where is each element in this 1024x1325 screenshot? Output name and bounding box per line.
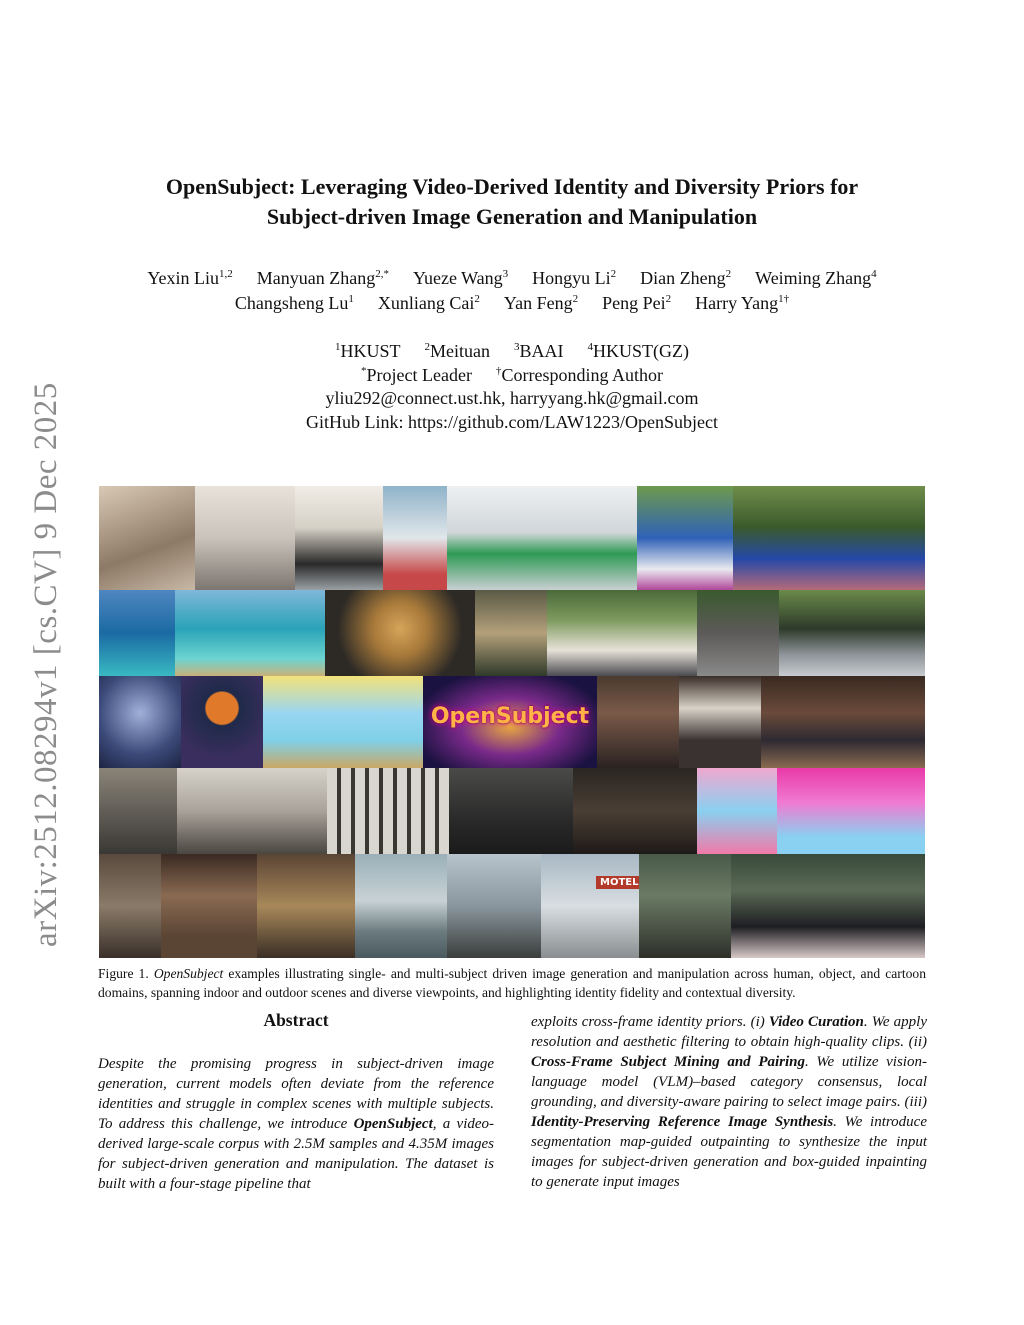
opensubject-logo-text: OpenSubject [430,704,590,729]
photo-tile [161,854,257,958]
abstract-heading: Abstract [263,1010,329,1030]
title-line-1: OpenSubject: Leveraging Video-Derived Identity and Diversity Priors for [165,174,859,199]
photo-tile [597,676,679,768]
affiliation: $^2$Meituan [424,341,490,361]
photo-tile [355,854,447,958]
abstract-left-column [98,1054,494,1194]
author-row-1 [90,266,934,291]
motel-sign-text: MOTEL [596,876,639,889]
photo-tile [423,676,597,768]
abstract-text: , a video-derived large-scale corpus with 2.5M samples and 4.35M images for subject-driven generation and manipulation. The dataset is built with a four-stage pipeline that [98,1116,495,1192]
affiliation: $^1$HKUST [334,341,401,361]
author: Manyuan Zhang$^{2,*}$ [256,268,389,288]
photo-tile [263,676,423,768]
paper-title [100,172,924,232]
affiliation: $^4$HKUST(GZ) [587,341,689,361]
title-line-2: Subject-driven Image Generation and Manipulation [266,204,758,229]
caption-label: Figure 1. [98,966,149,981]
photo-tile [447,854,541,958]
photo-tile [637,486,733,590]
author: Xunliang Cai$^2$ [377,293,480,313]
author: Peng Pei$^2$ [602,293,672,313]
photo-tile [99,854,161,958]
figure-image-mosaic [99,486,925,958]
photo-tile [177,768,327,854]
caption-emphasis: OpenSubject [153,966,224,981]
photo-tile [327,768,449,854]
photo-tile [257,854,355,958]
photo-tile [99,590,175,676]
photo-tile [449,768,573,854]
github-link[interactable]: GitHub Link: https://github.com/LAW1223/OpenSubject [305,411,719,432]
role-note: *Project Leader [361,364,472,385]
figure-caption [98,964,926,1002]
abstract-text: . We introduce segmentation map-guided outpainting to synthesize the input images for subject-driven generation and box-guided inpainting to generate input images [531,1114,927,1190]
author-list [90,266,934,316]
photo-tile [99,486,195,590]
photo-tile [99,676,181,768]
photo-tile [547,590,697,676]
abstract-bold-term: Identity-Preserving Reference Image Synthesis [531,1114,834,1130]
affiliations [100,340,924,434]
photo-tile [383,486,447,590]
photo-tile [777,768,925,854]
photo-tile [697,590,779,676]
photo-tile [195,486,295,590]
author: Dian Zheng$^2$ [640,268,732,288]
photo-tile [679,676,761,768]
abstract-text: exploits cross-frame identity priors. (i) [531,1014,765,1030]
caption-text: examples illustrating single- and multi-subject driven image generation and manipulation across human, object, and cartoon domains, spanning indoor and outdoor scenes and diverse viewpoints, and highlighting identity fidelity and contextual diversity. [98,966,926,1000]
photo-tile [541,854,639,958]
photo-tile [573,768,697,854]
photo-tile [779,590,925,676]
photo-tile [181,676,263,768]
author: Yan Feng$^2$ [503,293,579,313]
photo-tile [295,486,383,590]
photo-tile [697,768,777,854]
arxiv-identifier: arXiv:2512.08294v1 [cs.CV] 9 Dec 2025 [28,382,64,947]
role-note: †Corresponding Author [495,364,663,385]
photo-tile [733,486,925,590]
author: Weiming Zhang$^4$ [755,268,877,288]
author: Harry Yang$^{1\dagger}$ [695,293,790,313]
author: Yexin Liu$^{1,2}$ [147,268,233,288]
author: Changsheng Lu$^1$ [234,293,354,313]
affiliation-row [100,340,924,364]
photo-tile [761,676,925,768]
abstract-text: . We utilize vision-language model (VLM)–based category consensus, local grounding, and diversity-aware pairing to select image pairs. (iii) [531,1054,927,1110]
photo-tile [325,590,475,676]
role-row [100,364,924,388]
abstract-text: . We apply resolution and aesthetic filtering to obtain high-quality clips. (ii) [531,1014,927,1050]
contact-emails[interactable]: yliu292@connect.ust.hk, harryyang.hk@gmail.com [325,388,699,408]
photo-tile [99,768,177,854]
photo-tile [447,486,637,590]
abstract-right-column [531,1012,927,1192]
abstract-bold-term: Video Curation [768,1014,864,1030]
affiliation: $^3$BAAI [514,341,564,361]
author: Hongyu Li$^2$ [532,268,617,288]
photo-tile [175,590,325,676]
abstract-bold-term: Cross-Frame Subject Mining and Pairing [531,1054,805,1070]
author: Yueze Wang$^3$ [412,268,509,288]
photo-tile [639,854,731,958]
author-row-2 [90,291,934,316]
abstract-text: Despite the promising progress in subject-driven image generation, current models often deviate from the reference identities and struggle in complex scenes with multiple subjects. To address this challenge, we introduce [98,1056,494,1132]
abstract-bold-term: OpenSubject [353,1116,433,1132]
photo-tile [475,590,547,676]
photo-tile [731,854,925,958]
